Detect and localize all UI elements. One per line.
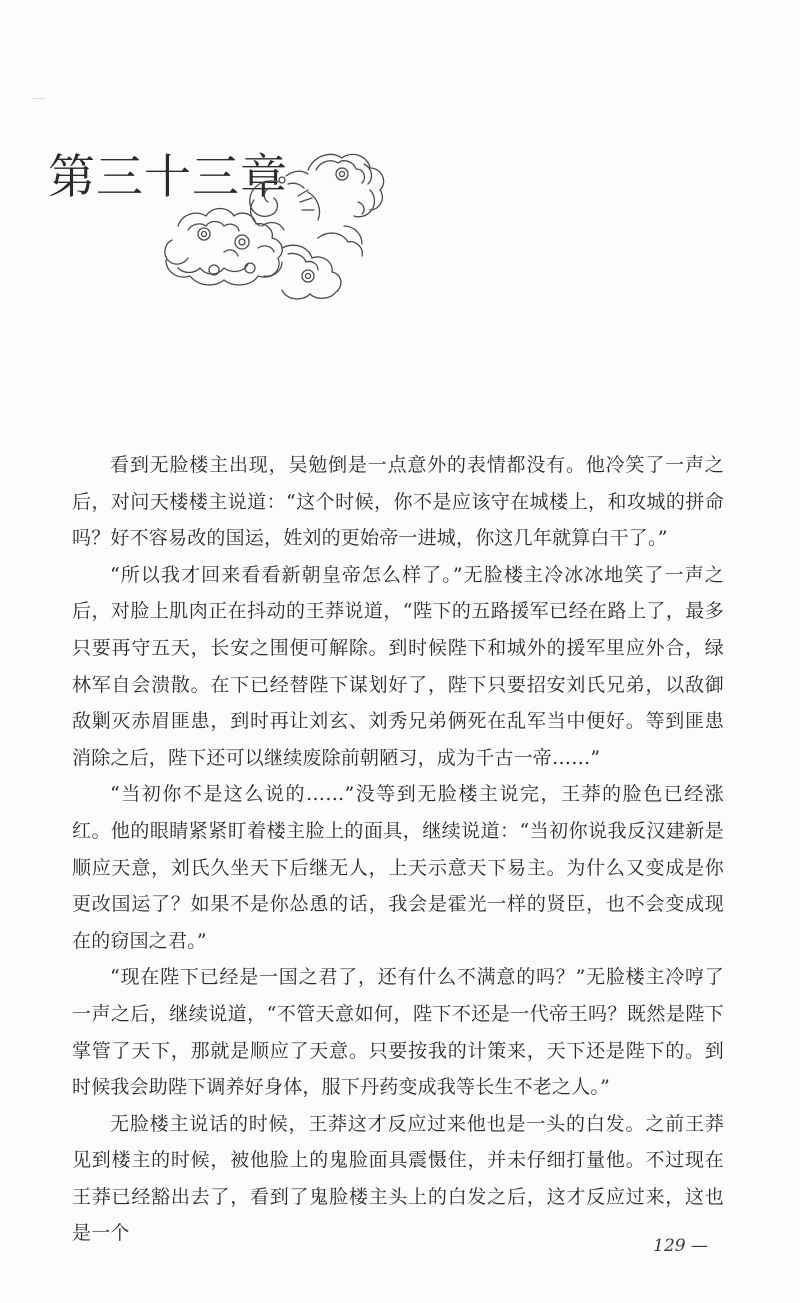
chapter-body	[72, 447, 724, 1252]
cloud-dragon-ornament	[158, 130, 398, 305]
paragraph: 无脸楼主说话的时候，王莽这才反应过来他也是一头的白发。之前王莽见到楼主的时候，被他脸上的鬼脸面具震慑住，并未仔细打量他。不过现在王莽已经豁出去了，看到了鬼脸楼主头上的白发之后，这才反应过来，这也是一个	[72, 1112, 724, 1245]
paragraph: “所以我才回来看看新朝皇帝怎么样了。”无脸楼主冷冰冰地笑了一声之后，对脸上肌肉正在抖动的王莽说道，“陛下的五路援军已经在路上了，最多只要再守五天，长安之围便可解除。到时候陛下和城外的援军里应外合，绿林军自会溃散。在下已经替陛下谋划好了，陛下只要招安刘氏兄弟，以敌御敌剿灭赤眉匪患，到时再让刘玄、刘秀兄弟俩死在乱军当中便好。等到匪患消除之后，陛下还可以继续废除前朝陋习，成为千古一帝……”	[72, 563, 724, 769]
paragraph: 看到无脸楼主出现，吴勉倒是一点意外的表情都没有。他冷笑了一声之后，对问天楼楼主说道：“这个时候，你不是应该守在城楼上，和攻城的拼命吗？好不容易改的国运，姓刘的更始帝一进城，你这几年就算白干了。”	[72, 454, 724, 550]
paragraph: “当初你不是这么说的……”没等到无脸楼主说完，王莽的脸色已经涨红。他的眼睛紧紧盯着楼主脸上的面具，继续说道：“当初你说我反汉建新是顺应天意，刘氏久坐天下后继无人，上天示意天下易主。为什么又变成是你更改国运了？如果不是你怂恿的话，我会是霍光一样的贤臣，也不会变成现在的窃国之君。”	[72, 783, 724, 952]
paper-speck	[32, 98, 46, 103]
page-number: 129 —	[653, 1236, 708, 1256]
paragraph: “现在陛下已经是一国之君了，还有什么不满意的吗？”无脸楼主冷哼了一声之后，继续说道，“不管天意如何，陛下不还是一代帝王吗？既然是陛下掌管了天下，那就是顺应了天意。只要按我的计策来，天下还是陛下的。到时候我会助陛下调养好身体，服下丹药变成我等长生不老之人。”	[72, 966, 724, 1099]
chapter-title: 第三十三章	[48, 150, 288, 205]
